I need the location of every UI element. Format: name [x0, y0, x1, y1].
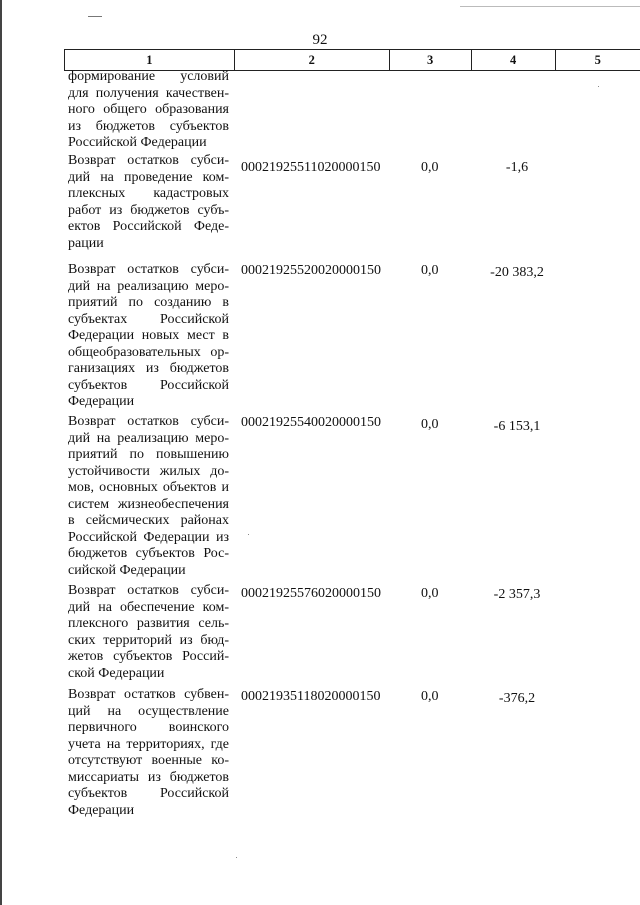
- row-col4-value: -20 383,2: [490, 265, 544, 280]
- row-code: 00021925540020000150: [241, 415, 381, 430]
- scan-mark: [460, 6, 640, 7]
- row-description: формирование условий для получения качествен-ного общего образования из бюджетов субъектов Российской Федерации: [68, 69, 229, 150]
- row-code: 00021935118020000150: [241, 689, 381, 704]
- row-col4-value: -2 357,3: [493, 587, 541, 602]
- row-description: Возврат остатков субси-дий на проведение ком-плексных кадастровых работ из бюджетов субъ-ектов Российской Феде-рации: [68, 153, 229, 251]
- row-description: Возврат остатков субси-дий на реализацию меро-приятий по созданию в субъектах Российской Федерации новых мест в общеобразовательных ор-ганизациях из бюджетов субъектов Российской Федерации: [68, 262, 229, 409]
- row-description: Возврат остатков субси-дий на реализацию меро-приятий по повышению устойчивости жилых до-мов, основных объектов и систем жизнеобеспечения в сейсмических районах Российской Федерации из бюджетов субъектов Рос-сийской Федерации: [68, 414, 229, 578]
- row-col4-value: -1,6: [505, 160, 529, 175]
- scan-speck: [598, 86, 599, 87]
- row-col3-value: 0,0: [421, 417, 439, 432]
- row-col4-value: -6 153,1: [493, 419, 541, 434]
- header-col-1: 1: [65, 50, 235, 71]
- scan-left-edge: [0, 0, 2, 905]
- scan-speck: [236, 857, 237, 858]
- row-col4-value: -376,2: [498, 691, 536, 706]
- header-col-3: 3: [389, 50, 471, 71]
- row-col3-value: 0,0: [421, 160, 439, 175]
- scan-mark: [88, 16, 102, 17]
- header-col-5: 5: [555, 50, 640, 71]
- row-col3-value: 0,0: [421, 689, 439, 704]
- header-col-4: 4: [471, 50, 555, 71]
- row-code: 00021925511020000150: [241, 160, 381, 175]
- row-description: Возврат остатков субвен-ций на осуществление первичного воинского учета на территориях, где отсутствуют военные ко-миссариаты из бюджетов субъектов Российской Федерации: [68, 687, 229, 818]
- table-header: [64, 49, 640, 71]
- header-col-2: 2: [234, 50, 389, 71]
- scan-speck: [248, 534, 249, 535]
- row-description: Возврат остатков субси-дий на обеспечение ком-плексного развития сель-ских территорий из бюд-жетов субъектов Россий-ской Федерации: [68, 583, 229, 681]
- row-col3-value: 0,0: [421, 263, 439, 278]
- row-code: 00021925576020000150: [241, 586, 381, 601]
- page-number: 92: [312, 32, 328, 48]
- row-col3-value: 0,0: [421, 586, 439, 601]
- row-code: 00021925520020000150: [241, 263, 381, 278]
